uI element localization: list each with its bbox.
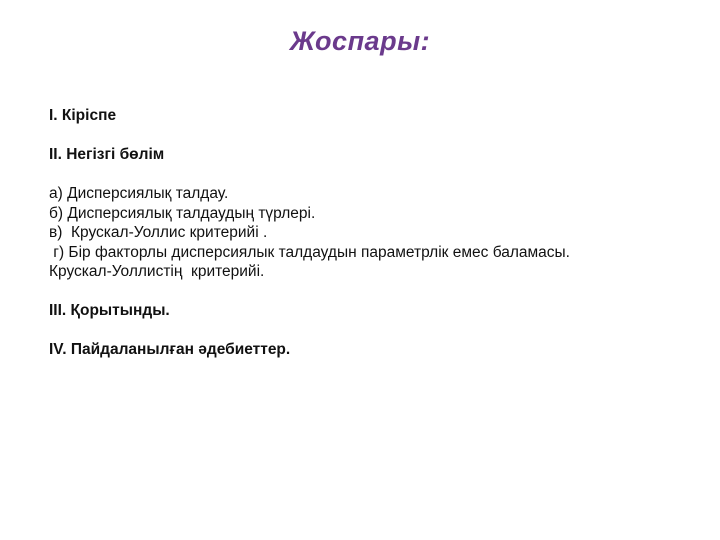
spacer bbox=[49, 321, 689, 341]
outline-item-main: II. Негізгі бөлім bbox=[49, 146, 165, 163]
spacer bbox=[49, 126, 689, 146]
outline-list bbox=[49, 106, 689, 360]
spacer bbox=[49, 282, 689, 302]
spacer bbox=[49, 165, 689, 185]
outline-item-references: IV. Пайдаланылған әдебиеттер. bbox=[49, 341, 291, 358]
outline-subitem-c: в) Крускал-Уоллис критерийі . bbox=[49, 224, 268, 241]
outline-subitem-a: а) Дисперсиялық талдау. bbox=[49, 185, 229, 202]
outline-item-intro: I. Кіріспе bbox=[49, 107, 117, 124]
slide-title: Жоспары: bbox=[289, 26, 431, 56]
outline-subitem-b: б) Дисперсиялық талдаудың түрлері. bbox=[49, 204, 316, 222]
outline-subitem-g-continued: Крускал-Уоллистің критерийі. bbox=[49, 263, 265, 280]
outline-item-conclusion: III. Қорытынды. bbox=[49, 302, 170, 319]
outline-subitem-g: г) Бір факторлы дисперсиялык талдаудын параметрлік емес баламасы. bbox=[49, 243, 570, 261]
